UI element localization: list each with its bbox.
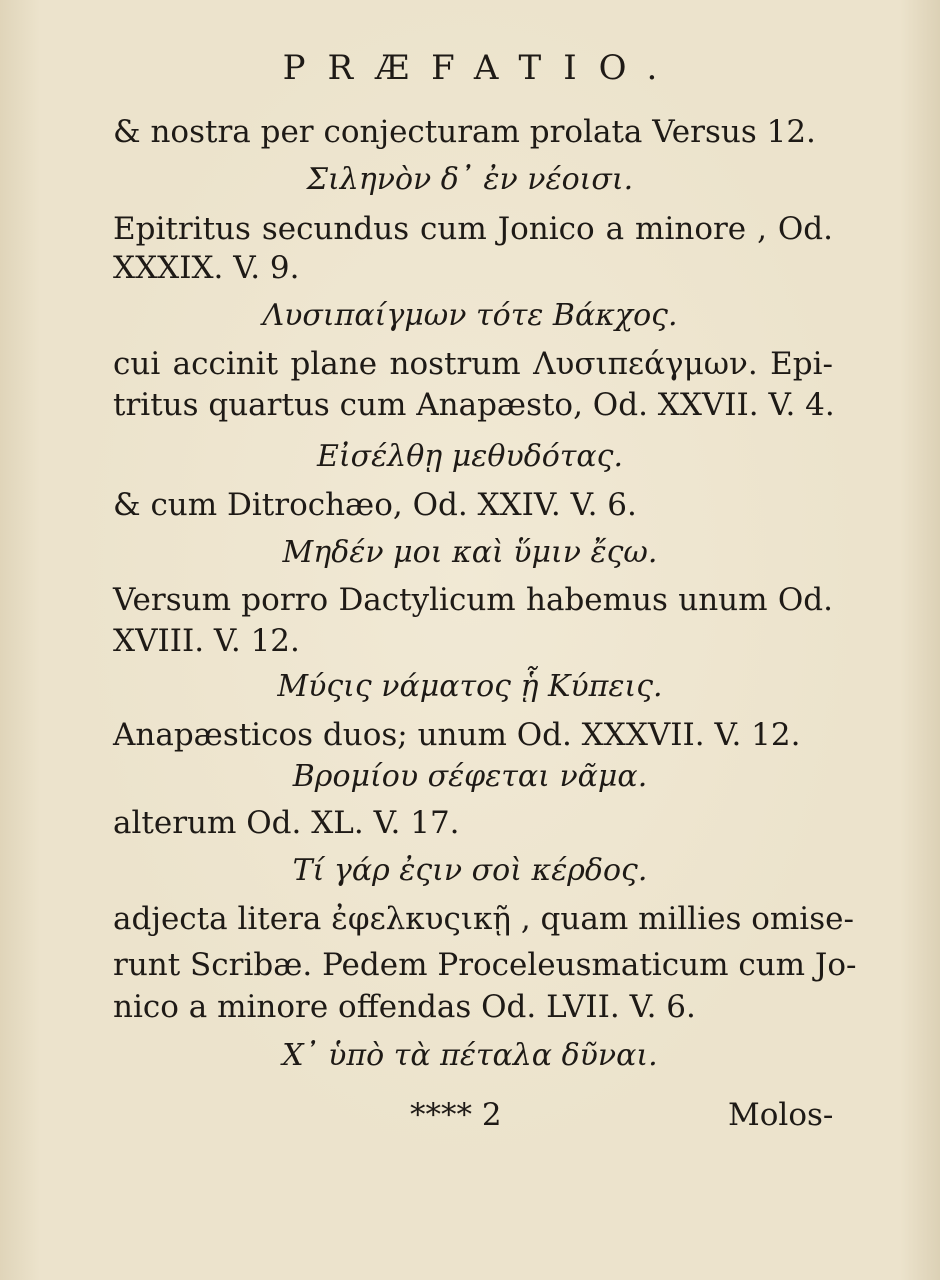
- greek-verse-line: Μηδέν μοι καὶ ὕμιν ἔςω.: [282, 535, 658, 570]
- text-line: XVIII. V. 12.: [113, 623, 300, 659]
- signature-mark: **** 2: [410, 1097, 502, 1133]
- text-line: adjecta litera ἐφελκυςικῇ , quam millies omise-: [113, 901, 854, 937]
- text-line: cui accinit plane nostrum Λυσιπεάγμων. Epi-: [113, 346, 833, 382]
- show-through-text: [835, 120, 940, 1160]
- text-line: XXXIX. V. 9.: [113, 250, 300, 286]
- text-line: alterum Od. XL. V. 17.: [113, 805, 460, 841]
- greek-verse-line: Χ᾽ ὑπὸ τὰ πέταλα δῦναι.: [282, 1038, 658, 1073]
- catchword: Molos-: [728, 1097, 834, 1133]
- text-line: Epitritus secundus cum Jonico a minore , Od.: [113, 211, 833, 247]
- greek-verse-line: Τί γάρ ἐςιν σοὶ κέρδος.: [292, 853, 648, 888]
- page-header: PRÆFATIO.: [282, 48, 680, 88]
- greek-verse-line: Εἰσέλθῃ μεθυδότας.: [316, 439, 624, 474]
- greek-verse-line: Σιληνὸν δ᾽ ἐν νέοισι.: [306, 162, 634, 197]
- text-line: & cum Ditrochæo, Od. XXIV. V. 6.: [113, 487, 637, 523]
- text-line: tritus quartus cum Anapæsto, Od. XXVII. V. 4.: [113, 387, 835, 423]
- text-line: Versum porro Dactylicum habemus unum Od.: [113, 582, 833, 618]
- text-line: nico a minore offendas Od. LVII. V. 6.: [113, 989, 696, 1025]
- greek-verse-line: Λυσιπαίγμων τότε Βάκχος.: [262, 298, 678, 333]
- text-line: Anapæsticos duos; unum Od. XXXVII. V. 12.: [113, 717, 801, 753]
- greek-verse-line: Μύςις νάματος ᾗ Κύπεις.: [277, 669, 663, 704]
- text-line: runt Scribæ. Pedem Proceleusmaticum cum Jo-: [113, 947, 857, 983]
- text-line: & nostra per conjecturam prolata Versus 12.: [113, 114, 816, 150]
- greek-verse-line: Βρομίου σέφεται νᾶμα.: [292, 759, 648, 794]
